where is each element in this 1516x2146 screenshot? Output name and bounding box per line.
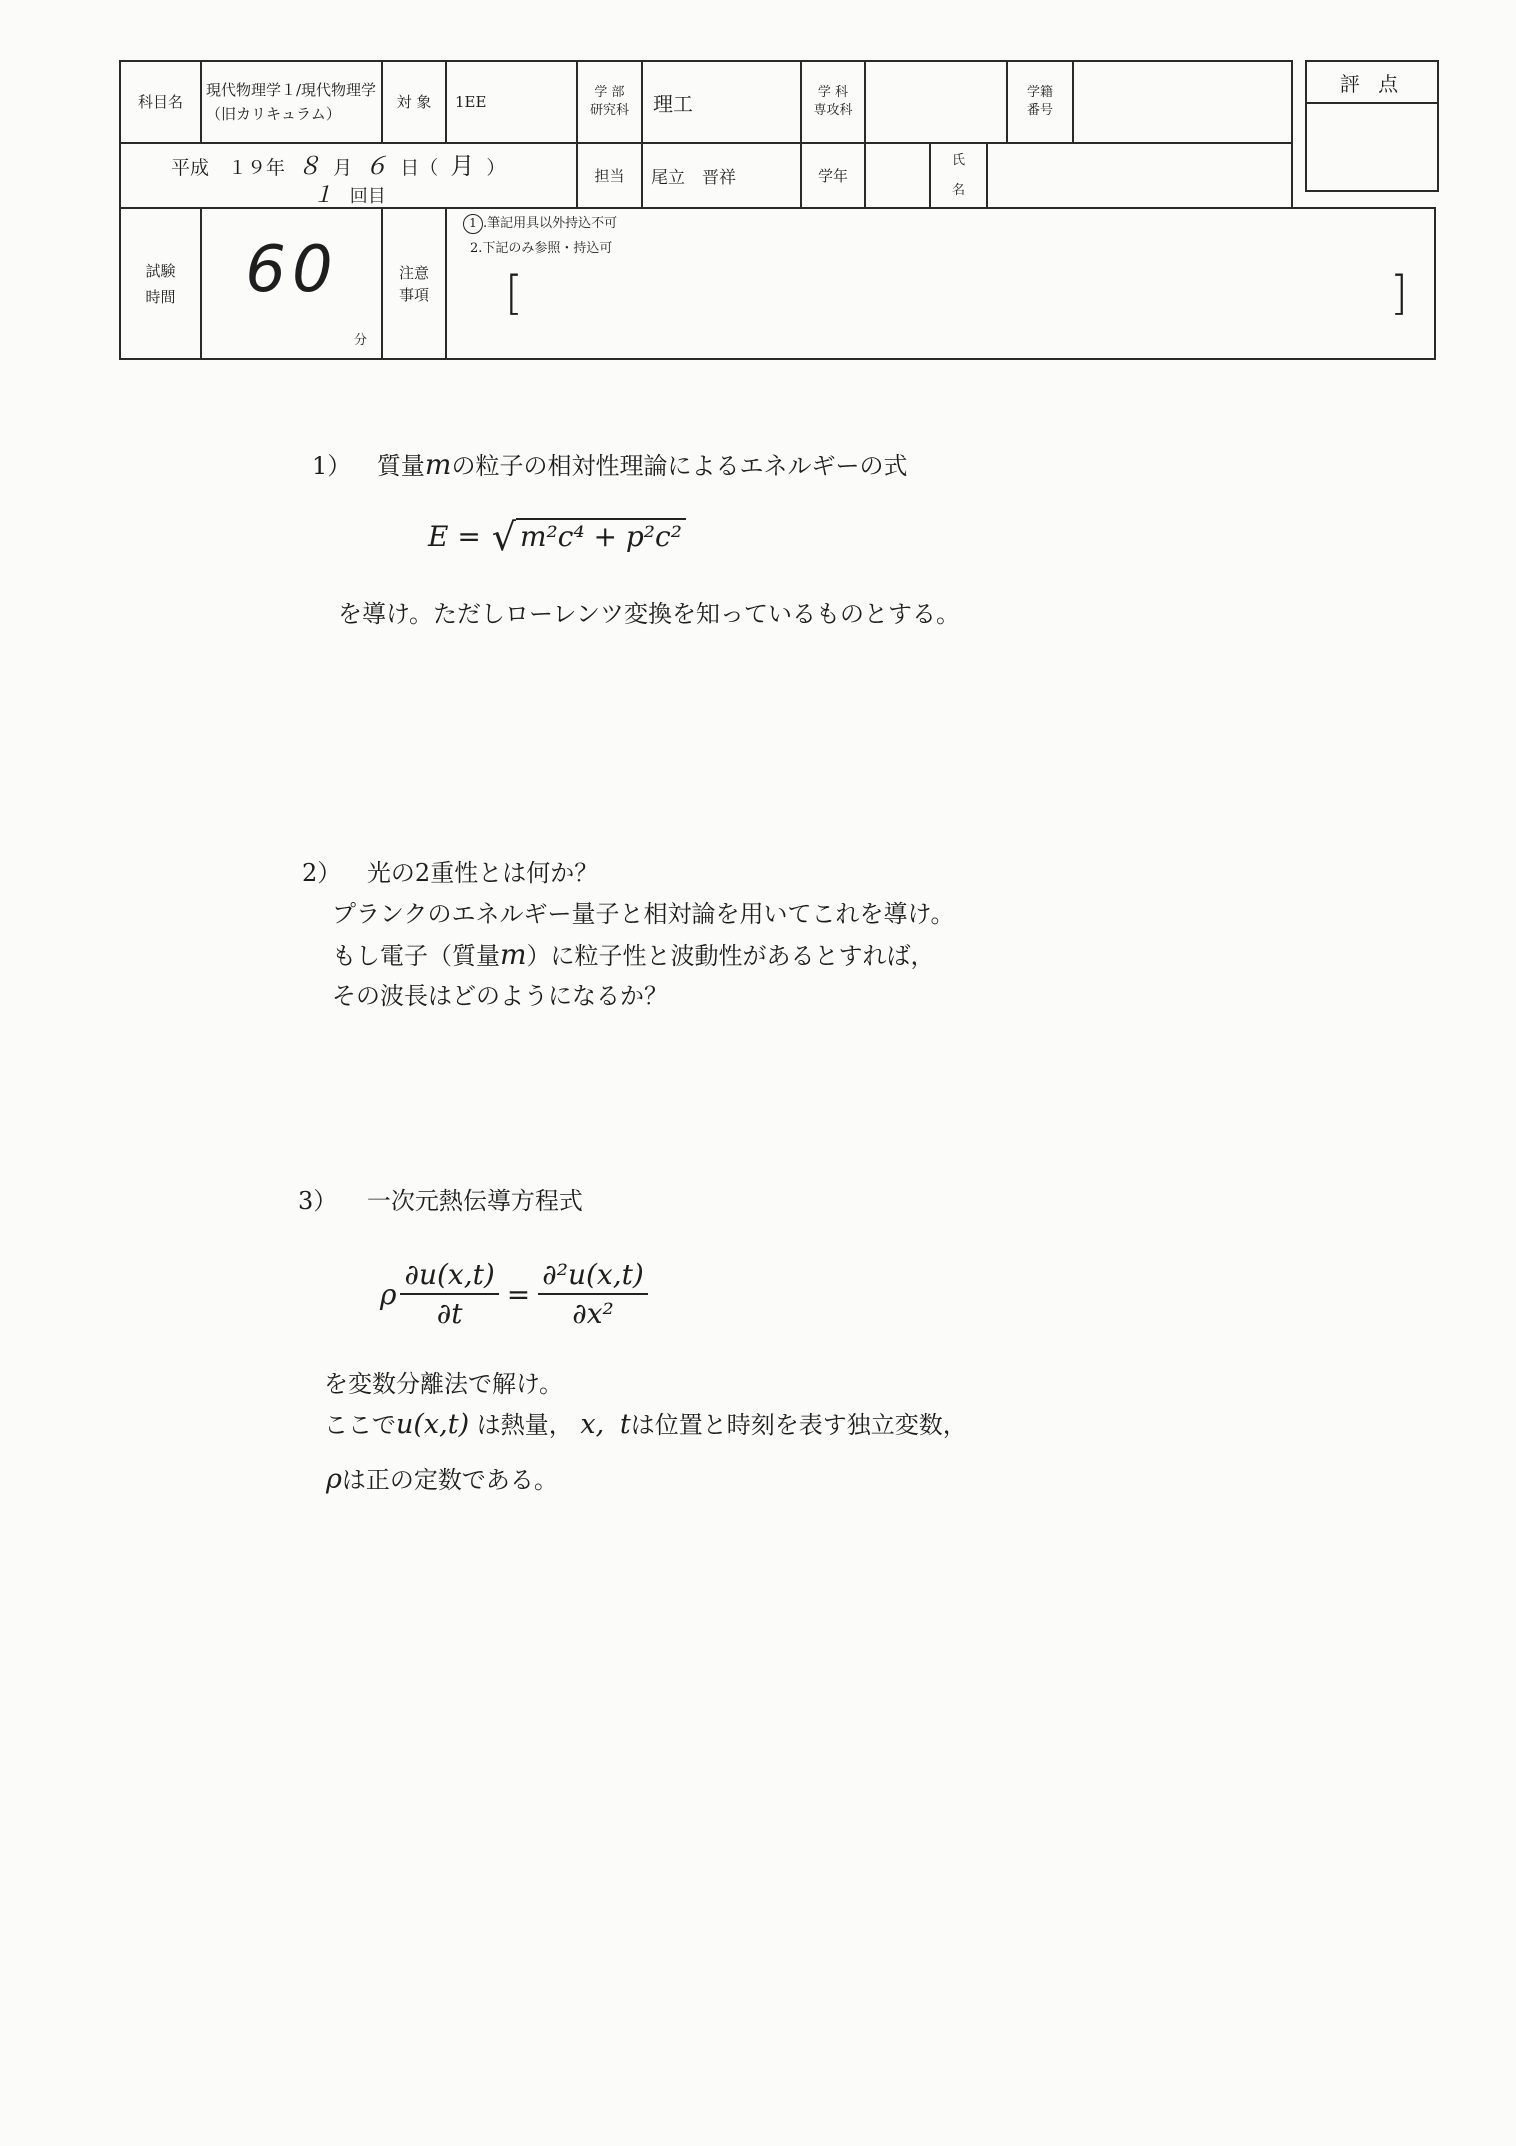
question-2-line-1: 光の2重性とは何か？ <box>366 859 599 887</box>
session-number: １ <box>312 183 335 208</box>
question-2-line-3-b: ）に粒子性と波動性があるとすれば， <box>526 942 935 970</box>
date-close: ） <box>486 157 506 179</box>
question-1-number: 1） <box>312 452 352 480</box>
question-3-line-2-b: は熱量， <box>476 1411 573 1439</box>
heat-equation-lhs-denominator: ∂t <box>436 1297 463 1330</box>
table-line <box>119 358 1436 360</box>
department-field[interactable] <box>866 62 1006 142</box>
date-prefix: 平成 １９年 <box>171 157 286 179</box>
table-line <box>200 60 202 142</box>
question-1-text-b: の粒子の相対性理論によるエネルギーの式 <box>451 452 908 480</box>
question-2-number: 2） <box>302 859 342 887</box>
energy-formula <box>428 515 686 559</box>
student-number-field[interactable] <box>1074 62 1291 142</box>
exam-time-value: 60 <box>245 233 339 307</box>
question-1-heading <box>312 447 907 484</box>
student-number-label: 学籍 番号 <box>1026 85 1053 118</box>
heat-equation <box>380 1258 648 1330</box>
question-3-line-2 <box>324 1407 967 1443</box>
exam-time-unit: 分 <box>354 333 368 348</box>
question-3-line-3-text: は正の定数である。 <box>341 1466 558 1494</box>
reference-materials-field[interactable] <box>530 270 1380 324</box>
exam-date <box>171 146 505 181</box>
question-1-text-a: 質量 <box>376 452 425 480</box>
energy-formula-lhs: E = <box>428 520 481 553</box>
question-2-line-3-a: もし電子（質量 <box>332 942 500 970</box>
teacher-value: 尾立 晋祥 <box>651 168 736 188</box>
energy-formula-rhs: m²c⁴ + p²c² <box>516 518 686 553</box>
question-3-heading <box>298 1183 583 1219</box>
date-month-unit: 月 <box>333 157 353 179</box>
score-label: 評 点 <box>1339 71 1405 96</box>
subject-value: 現代物理学１/現代物理学（旧カリキュラム） <box>206 81 377 123</box>
heat-equation-rhs-numerator: ∂²u(x,t) <box>538 1258 648 1295</box>
heat-equation-lhs <box>400 1258 498 1330</box>
heat-equation-rho: ρ <box>380 1277 397 1311</box>
question-2-line-4: その波長はどのようになるか？ <box>332 982 668 1010</box>
note-1-number: 1 <box>463 214 483 234</box>
table-line <box>1305 190 1439 192</box>
table-line <box>1291 60 1293 207</box>
year-field[interactable] <box>866 144 929 207</box>
target-label: 対 象 <box>396 93 432 111</box>
date-month: ８ <box>297 152 322 180</box>
heat-equation-equals: = <box>506 1277 531 1311</box>
target-value: 1EE <box>455 93 487 111</box>
subject-label: 科目名 <box>137 93 183 111</box>
faculty-value: 理工 <box>653 91 693 116</box>
department-label: 学 科 専攻科 <box>813 85 853 118</box>
session-unit: 回目 <box>349 186 386 207</box>
question-3-t-symbol: t <box>619 1409 631 1440</box>
question-3-title: 一次元熱伝導方程式 <box>366 1187 583 1215</box>
table-line <box>200 207 202 358</box>
name-field[interactable] <box>988 144 1291 207</box>
sqrt-icon: √ <box>491 515 516 559</box>
question-2-mass-symbol: m <box>500 938 527 971</box>
faculty-label: 学 部 研究科 <box>589 85 629 118</box>
heat-equation-rhs-denominator: ∂x² <box>572 1297 614 1330</box>
note-1 <box>463 214 617 234</box>
question-2-line-2: プランクのエネルギー量子と相対論を用いてこれを導け。 <box>332 900 955 928</box>
table-line <box>1437 60 1439 190</box>
question-1-mass-symbol: m <box>424 448 452 481</box>
date-day-unit: 日（ <box>400 157 439 179</box>
question-2-line-3 <box>332 937 935 974</box>
bracket-open: [ <box>505 266 523 320</box>
date-weekday: 月 <box>450 152 475 180</box>
question-3-line-2-a: ここで <box>324 1411 396 1439</box>
notes-label: 注意 事項 <box>398 263 429 304</box>
table-line <box>1434 207 1436 358</box>
score-field[interactable] <box>1307 104 1437 190</box>
question-3-line-3 <box>326 1462 558 1498</box>
name-label: 氏 名 <box>951 152 965 198</box>
teacher-label: 担当 <box>594 166 625 185</box>
heat-equation-lhs-numerator: ∂u(x,t) <box>400 1258 498 1295</box>
exam-session <box>312 178 386 209</box>
exam-time-label: 試験 時間 <box>145 261 176 306</box>
bracket-close: ] <box>1390 266 1408 320</box>
question-3-u-symbol: u(x,t) <box>396 1409 470 1440</box>
question-1-instruction: を導け。ただしローレンツ変換を知っているものとする。 <box>338 600 960 628</box>
note-2: 2.下記のみ参照・持込可 <box>470 241 613 256</box>
table-line <box>445 207 447 358</box>
year-label: 学年 <box>817 166 848 185</box>
date-day: ６ <box>364 152 389 180</box>
question-2-heading <box>302 855 598 891</box>
question-3-number: 3） <box>298 1187 338 1215</box>
question-3-line-2-c: は位置と時刻を表す独立変数， <box>630 1411 967 1439</box>
question-3-line-1: を変数分離法で解け。 <box>324 1370 564 1398</box>
note-1-text: .筆記用具以外持込不可 <box>483 216 618 231</box>
heat-equation-rhs <box>538 1258 648 1330</box>
question-3-x-symbol: x, <box>580 1409 605 1440</box>
question-3-rho-symbol: ρ <box>326 1464 342 1495</box>
